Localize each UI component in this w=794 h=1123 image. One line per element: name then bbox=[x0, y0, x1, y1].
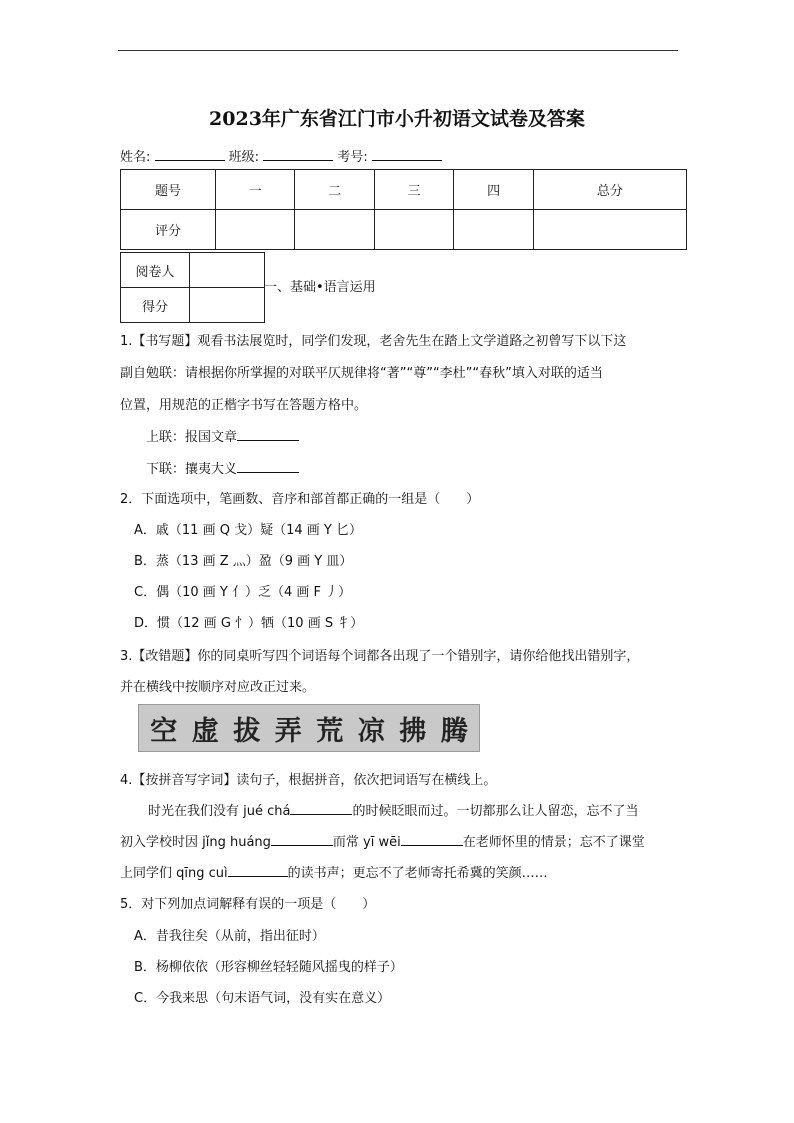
table-cell: 二 bbox=[295, 170, 374, 210]
q1-lower-couplet bbox=[146, 458, 299, 477]
upper-couplet-text: 上联：报国文章 bbox=[146, 430, 238, 445]
header-rule bbox=[118, 50, 678, 51]
table-cell: 三 bbox=[374, 170, 453, 210]
score-cell[interactable] bbox=[374, 210, 453, 250]
passage-text: 在老师怀里的情景；忘不了课堂 bbox=[462, 835, 645, 850]
page-title: 2023年广东省江门市小升初语文试卷及答案 bbox=[209, 108, 585, 130]
q4-passage-line bbox=[148, 800, 638, 819]
word-char: 凉 bbox=[357, 715, 385, 747]
passage-text: 时光在我们没有 jué chá bbox=[148, 804, 291, 819]
passage-text: 的时候眨眼而过。一切都那么让人留恋，忘不了当 bbox=[352, 804, 639, 819]
misspelled-words-image bbox=[138, 704, 480, 752]
lower-couplet-blank[interactable] bbox=[237, 460, 299, 473]
word-char: 虚 bbox=[191, 715, 219, 747]
table-row bbox=[121, 170, 687, 210]
score-cell[interactable] bbox=[533, 210, 686, 250]
q5-option-b[interactable]: B．杨柳依依（形容柳丝轻轻随风摇曳的样子） bbox=[134, 960, 403, 975]
pinyin-blank[interactable] bbox=[271, 833, 333, 846]
exam-no-label: 考号: bbox=[337, 150, 368, 165]
passage-text: 的读书声；更忘不了老师寄托希冀的笑颜…… bbox=[287, 866, 548, 881]
q5-option-a[interactable]: A．昔我往矣（从前，指出征时） bbox=[134, 929, 325, 944]
q1-line: 1.【书写题】观看书法展览时，同学们发现，老舍先生在踏上文学道路之初曾写下以下这 bbox=[120, 334, 627, 349]
table-cell: 总分 bbox=[533, 170, 686, 210]
q2-option-d[interactable]: D．惯（12 画 G 忄）牺（10 画 S 牜） bbox=[134, 616, 364, 631]
passage-text: 而常 yī wēi bbox=[332, 835, 401, 850]
grader-table bbox=[120, 252, 265, 323]
q2-option-a[interactable]: A．戚（11 画 Q 戈）疑（14 画 Y 匕） bbox=[134, 523, 362, 538]
class-field[interactable] bbox=[263, 148, 333, 161]
score-table bbox=[120, 169, 687, 250]
q4-line: 4.【按拼音写字词】读句子，根据拼音，依次把词语写在横线上。 bbox=[120, 773, 497, 788]
name-field[interactable] bbox=[155, 148, 225, 161]
q4-passage-line bbox=[120, 862, 548, 881]
score-cell[interactable] bbox=[295, 210, 374, 250]
table-row bbox=[121, 210, 687, 250]
q3-line: 3.【改错题】你的同桌听写四个词语每个词都各出现了一个错别字，请你给他找出错别字， bbox=[120, 649, 640, 664]
pinyin-blank[interactable] bbox=[401, 833, 463, 846]
word-char: 拔 bbox=[233, 715, 261, 747]
upper-couplet-blank[interactable] bbox=[237, 428, 299, 441]
exam-no-field[interactable] bbox=[372, 148, 442, 161]
q5-option-c[interactable]: C．今我来思（句末语气词，没有实在意义） bbox=[134, 991, 391, 1006]
word-char: 空 bbox=[150, 715, 178, 747]
reviewer-cell[interactable] bbox=[190, 253, 265, 288]
q5-stem: 5．对下列加点词解释有误的一项是（ ） bbox=[120, 897, 376, 912]
word-char: 荒 bbox=[316, 715, 344, 747]
q1-upper-couplet bbox=[146, 426, 299, 445]
table-cell: 四 bbox=[454, 170, 533, 210]
table-cell: 评分 bbox=[121, 210, 216, 250]
q3-line: 并在横线中按顺序对应改正过来。 bbox=[120, 680, 316, 695]
q2-option-c[interactable]: C．偶（10 画 Y 亻）乏（4 画 F 丿） bbox=[134, 585, 352, 600]
passage-text: 初入学校时因 jǐng huáng bbox=[120, 835, 271, 850]
grader-score-cell[interactable] bbox=[190, 288, 265, 323]
class-label: 班级: bbox=[228, 150, 260, 165]
word-char: 腾 bbox=[440, 715, 468, 747]
word-char: 拂 bbox=[399, 715, 427, 747]
grader-score-label: 得分 bbox=[121, 288, 190, 323]
lower-couplet-text: 下联：攘夷大义 bbox=[146, 462, 238, 477]
score-cell[interactable] bbox=[216, 210, 295, 250]
pinyin-blank[interactable] bbox=[228, 864, 288, 877]
pinyin-blank[interactable] bbox=[290, 802, 352, 815]
q1-line: 位置，用规范的正楷字书写在答题方格中。 bbox=[120, 398, 368, 413]
section-heading: 一、基础•语言运用 bbox=[264, 280, 376, 295]
q2-option-b[interactable]: B．蒸（13 画 Z 灬）盈（9 画 Y 皿） bbox=[134, 554, 353, 569]
q4-passage-line bbox=[120, 831, 645, 850]
word-char: 弄 bbox=[274, 715, 302, 747]
score-cell[interactable] bbox=[454, 210, 533, 250]
q2-stem: 2．下面选项中，笔画数、音序和部首都正确的一组是（ ） bbox=[120, 492, 480, 507]
student-info-line bbox=[120, 146, 442, 165]
table-cell: 一 bbox=[216, 170, 295, 210]
passage-text: 上同学们 qīng cuì bbox=[120, 866, 228, 881]
table-cell: 题号 bbox=[121, 170, 216, 210]
name-label: 姓名: bbox=[120, 150, 151, 165]
q1-line: 副自勉联：请根据你所掌握的对联平仄规律将“著”“尊”“李杜”“春秋”填入对联的适当 bbox=[120, 366, 603, 381]
reviewer-label: 阅卷人 bbox=[121, 253, 190, 288]
